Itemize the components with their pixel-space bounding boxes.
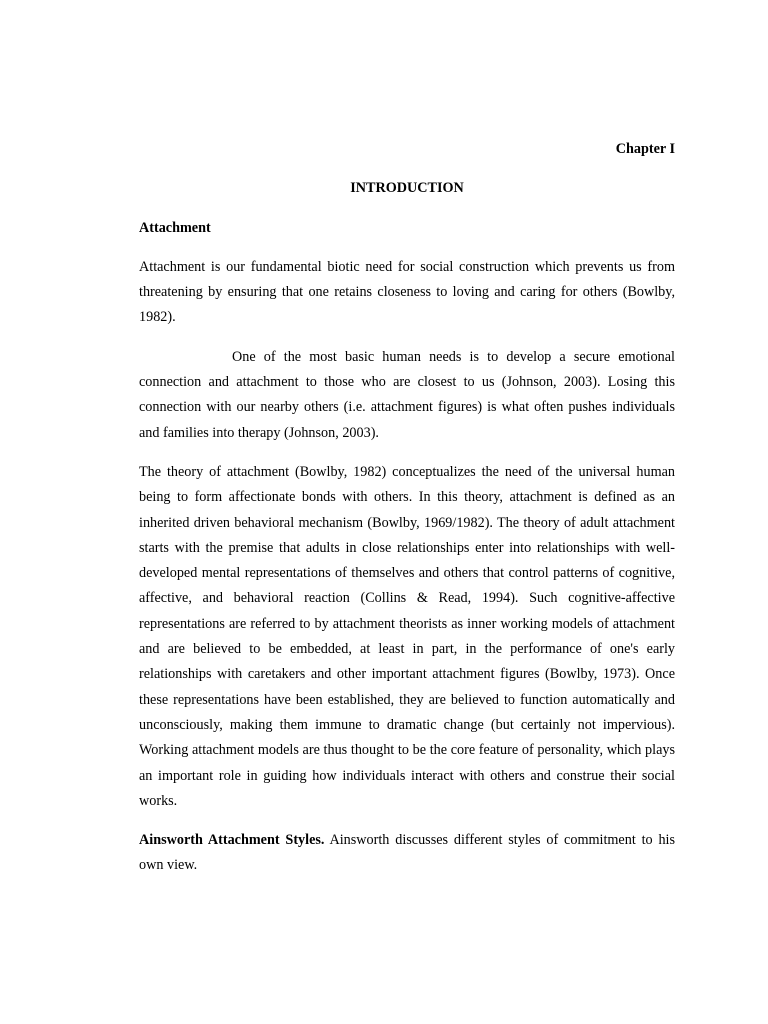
chapter-label: Chapter I [615,141,675,157]
subheading-attachment: Attachment [139,219,211,236]
paragraph-ainsworth [139,828,675,879]
page-content [139,137,675,879]
paragraph-theory: The theory of attachment (Bowlby, 1982) conceptualizes the need of the universal human being to form affectionate bonds with others. In this theory, attachment is defined as an inherited driven behavioral mechanism (Bowlby, 1969/1982). The theory of adult attachment starts with the premise that adults in close relationships enter into relationships with well-developed mental representations of themselves and others that control patterns of cognitive, affective, and behavioral reaction (Collins & Read, 1994). Such cognitive-affective representations are referred to by attachment theorists as inner working models of attachment and are believed to be embedded, at least in part, in the performance of one's early relationships with caretakers and other important attachment figures (Bowlby, 1973). Once these representations have been established, they are believed to function automatically and unconsciously, making them immune to dramatic change (but certainly not impervious). Working attachment models are thus thought to be the core feature of personality, which plays an important role in guiding how individuals interact with others and construe their social works. [139,463,675,809]
section-title: INTRODUCTION [350,180,464,197]
ainsworth-heading: Ainsworth Attachment Styles. [139,832,325,849]
ainsworth-text: Ainsworth discusses different styles of commitment to his own view. [139,832,676,874]
paragraph-definition: Attachment is our fundamental biotic need for social construction which prevents us from threatening by ensuring that one retains closeness to loving and caring for others (Bowlby, 1982). [139,258,675,326]
paragraph-basic-needs: One of the most basic human needs is to develop a secure emotional connection and attachment to those who are closest to us (Johnson, 2003). Losing this connection with our nearby others (i.e. attachment figures) is what often pushes individuals and families into therapy (Johnson, 2003). [139,348,675,441]
